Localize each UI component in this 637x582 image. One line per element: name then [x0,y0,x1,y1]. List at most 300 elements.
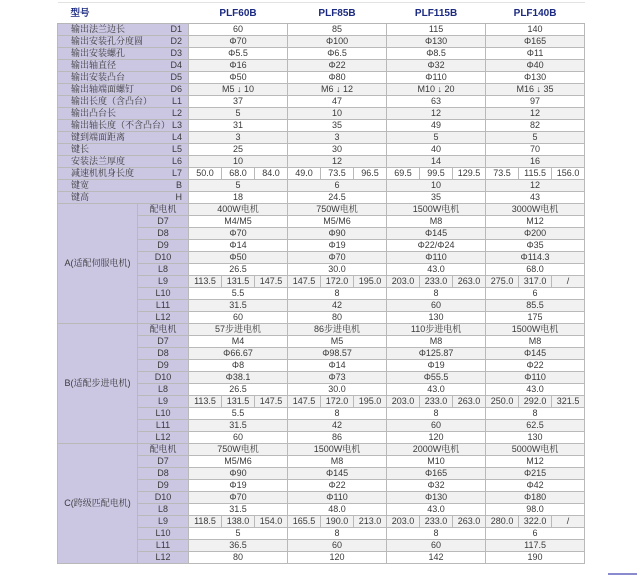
spec-row [58,180,585,192]
value-cell: M8 [486,336,585,348]
value-cell: 25 [189,144,288,156]
value-cell: Φ50 [189,252,288,264]
section-spec-row [58,384,585,396]
row-label-inner [58,60,188,71]
value-cell: 36.5 [189,540,288,552]
dim-code-cell: L8 [138,504,189,516]
row-label: 键高 [71,192,90,202]
value-cell: M8 [387,336,486,348]
dim-code: L6 [172,156,183,166]
value-cell: 263.0 [453,516,486,528]
value-cell: 31.5 [189,420,288,432]
value-cell: 63 [387,96,486,108]
spec-row [58,168,585,180]
model-header-plf115b: PLF115B [387,3,486,24]
value-cell: 172.0 [321,276,354,288]
value-cell: Φ11 [486,48,585,60]
spec-row [58,156,585,168]
value-cell: 37 [189,96,288,108]
section-spec-row [58,456,585,468]
value-cell: M8 [387,216,486,228]
value-cell: 8 [387,288,486,300]
spec-table-container [57,2,584,564]
value-cell: 30.0 [288,264,387,276]
value-cell: 12 [486,180,585,192]
value-cell: 233.0 [420,396,453,408]
section-spec-row [58,300,585,312]
value-cell: 80 [189,552,288,564]
value-cell: M12 [486,456,585,468]
value-cell: 60 [387,300,486,312]
value-cell: 85 [288,24,387,36]
value-cell: 6 [486,288,585,300]
row-label-cell [58,120,189,132]
value-cell: 85.5 [486,300,585,312]
value-cell: 73.5 [321,168,354,180]
spec-row [58,120,585,132]
value-cell: Φ100 [288,36,387,48]
dim-code-cell: L8 [138,384,189,396]
value-cell: Φ98.57 [288,348,387,360]
value-cell: Φ22 [288,60,387,72]
spec-row [58,132,585,144]
model-column-title: 型号 [58,3,189,24]
row-label-inner [58,72,188,83]
value-cell: 42 [288,300,387,312]
value-cell: Φ73 [288,372,387,384]
row-label-inner [58,120,188,131]
value-cell: Φ215 [486,468,585,480]
row-label-inner [58,36,188,47]
value-cell: M10 [387,456,486,468]
spec-row [58,144,585,156]
dim-code: D1 [170,24,183,34]
value-cell: 130 [387,312,486,324]
value-cell: / [552,516,585,528]
value-cell: 12 [486,108,585,120]
value-cell: 156.0 [552,168,585,180]
value-cell: Φ50 [189,72,288,84]
value-cell: 31.5 [189,300,288,312]
value-cell: Φ19 [189,480,288,492]
value-cell: 263.0 [453,396,486,408]
value-cell: M5/M6 [189,456,288,468]
value-cell: 60 [189,24,288,36]
section-spec-row [58,432,585,444]
dim-code-cell: L9 [138,276,189,288]
value-cell: 40 [387,144,486,156]
value-cell: 203.0 [387,396,420,408]
value-cell: 263.0 [453,276,486,288]
value-cell: 99.5 [420,168,453,180]
value-cell: 147.5 [288,276,321,288]
value-cell: 250.0 [486,396,519,408]
value-cell: 30.0 [288,384,387,396]
row-label: 安装法兰厚度 [71,156,126,166]
section-spec-row [58,288,585,300]
row-label-inner [58,192,188,203]
value-cell: 42 [288,420,387,432]
bottom-right-accent-line [608,573,637,575]
spec-row [58,192,585,204]
value-cell: 43.0 [486,384,585,396]
value-cell: Φ35 [486,240,585,252]
value-cell: 86步进电机 [288,324,387,336]
dim-code: D6 [170,84,183,94]
value-cell: 5 [189,108,288,120]
value-cell: 5 [387,132,486,144]
value-cell: 140 [486,24,585,36]
value-cell: 138.0 [222,516,255,528]
value-cell: 275.0 [486,276,519,288]
value-cell: Φ130 [387,36,486,48]
section-label: A(适配伺服电机) [58,204,138,324]
value-cell: 50.0 [189,168,222,180]
value-cell: 14 [387,156,486,168]
value-cell: 750W电机 [189,444,288,456]
spec-row [58,108,585,120]
dim-code: D4 [170,60,183,70]
dim-code: B [176,180,183,190]
value-cell: 68.0 [222,168,255,180]
value-cell: Φ40 [486,60,585,72]
row-label-cell [58,60,189,72]
value-cell: 31 [189,120,288,132]
value-cell: 8 [288,408,387,420]
row-label-cell [58,96,189,108]
row-label: 输出轴端面螺钉 [71,84,135,94]
dim-code: L3 [172,120,183,130]
value-cell: Φ145 [486,348,585,360]
value-cell: 317.0 [519,276,552,288]
dim-code: D3 [170,48,183,58]
value-cell: 117.5 [486,540,585,552]
value-cell: M4 [189,336,288,348]
value-cell: M16 ↓ 35 [486,84,585,96]
section-spec-row [58,336,585,348]
value-cell: M5 [288,336,387,348]
value-cell: 43.0 [387,504,486,516]
model-header-plf60b: PLF60B [189,3,288,24]
value-cell: Φ180 [486,492,585,504]
value-cell: 322.0 [519,516,552,528]
value-cell: 5 [189,528,288,540]
row-label-inner [58,144,188,155]
dim-code-cell: L11 [138,300,189,312]
value-cell: 30 [288,144,387,156]
section-spec-row [58,516,585,528]
value-cell: M12 [486,216,585,228]
value-cell: Φ16 [189,60,288,72]
value-cell: Φ19 [387,360,486,372]
section-spec-row [58,552,585,564]
dim-code-cell: 配电机 [138,444,189,456]
value-cell: 154.0 [255,516,288,528]
model-header-plf140b: PLF140B [486,3,585,24]
value-cell: 190 [486,552,585,564]
value-cell: 190.0 [321,516,354,528]
value-cell: 16 [486,156,585,168]
value-cell: 8 [288,288,387,300]
dim-code-cell: D9 [138,480,189,492]
value-cell: 18 [189,192,288,204]
value-cell: 60 [288,540,387,552]
value-cell: Φ22 [288,480,387,492]
value-cell: Φ8 [189,360,288,372]
value-cell: 142 [387,552,486,564]
value-cell: 203.0 [387,276,420,288]
value-cell: Φ14 [288,360,387,372]
dim-code: L4 [172,132,183,142]
value-cell: 6 [486,528,585,540]
value-cell: 5.5 [189,408,288,420]
value-cell: 47 [288,96,387,108]
value-cell: Φ145 [288,468,387,480]
row-label-cell [58,84,189,96]
value-cell: 3 [288,132,387,144]
spec-row [58,48,585,60]
row-label: 输出凸台长 [71,108,117,118]
value-cell: 233.0 [420,516,453,528]
value-cell: Φ19 [288,240,387,252]
section-label: B(适配步进电机) [58,324,138,444]
row-label: 键到端面距离 [71,132,126,142]
section-spec-row [58,312,585,324]
value-cell: 213.0 [354,516,387,528]
value-cell: Φ22/Φ24 [387,240,486,252]
row-label-cell [58,48,189,60]
value-cell: 5 [189,180,288,192]
value-cell: 147.5 [255,276,288,288]
section-label: C(跨级匹配电机) [58,444,138,564]
value-cell: 147.5 [255,396,288,408]
value-cell: Φ110 [288,492,387,504]
value-cell: / [552,276,585,288]
model-header-plf85b: PLF85B [288,3,387,24]
value-cell: 12 [288,156,387,168]
value-cell: Φ165 [486,36,585,48]
dim-code-cell: L8 [138,264,189,276]
section-spec-row [58,396,585,408]
value-cell: 31.5 [189,504,288,516]
row-label-cell [58,24,189,36]
value-cell: 70 [486,144,585,156]
dim-code-cell: L11 [138,540,189,552]
value-cell: 10 [189,156,288,168]
section-spec-row [58,204,585,216]
row-label-inner [58,156,188,167]
spec-row [58,84,585,96]
dim-code-cell: D7 [138,456,189,468]
dim-code-cell: L12 [138,432,189,444]
value-cell: M6 ↓ 12 [288,84,387,96]
value-cell: Φ32 [387,480,486,492]
value-cell: 84.0 [255,168,288,180]
dim-code-cell: L12 [138,312,189,324]
spec-row [58,72,585,84]
value-cell: 97 [486,96,585,108]
section-spec-row [58,324,585,336]
section-spec-row [58,420,585,432]
value-cell: 1500W电机 [387,204,486,216]
row-label-cell [58,144,189,156]
value-cell: M5/M6 [288,216,387,228]
value-cell: 118.5 [189,516,222,528]
dim-code-cell: L12 [138,552,189,564]
value-cell: 1500W电机 [288,444,387,456]
value-cell: 8 [387,408,486,420]
value-cell: 115 [387,24,486,36]
value-cell: Φ8.5 [387,48,486,60]
value-cell: 129.5 [453,168,486,180]
value-cell: M5 ↓ 10 [189,84,288,96]
value-cell: 26.5 [189,264,288,276]
value-cell: Φ110 [486,372,585,384]
value-cell: M4/M5 [189,216,288,228]
row-label: 键长 [71,144,90,154]
row-label: 输出安装孔分度圆 [71,36,144,46]
value-cell: 195.0 [354,396,387,408]
dim-code-cell: 配电机 [138,204,189,216]
dim-code-cell: D8 [138,468,189,480]
value-cell: 43.0 [387,264,486,276]
section-spec-row [58,504,585,516]
dim-code-cell: L10 [138,528,189,540]
row-label-inner [58,24,188,35]
dim-code-cell: L10 [138,288,189,300]
value-cell: 10 [288,108,387,120]
value-cell: 98.0 [486,504,585,516]
value-cell: 175 [486,312,585,324]
row-label: 输出轴长度（不含凸台） [71,120,171,130]
row-label-cell [58,132,189,144]
row-label-inner [58,108,188,119]
value-cell: 26.5 [189,384,288,396]
dim-code-cell: 配电机 [138,324,189,336]
section-spec-row [58,492,585,504]
value-cell: Φ80 [288,72,387,84]
dim-code-cell: D7 [138,216,189,228]
section-spec-row [58,444,585,456]
section-spec-row [58,240,585,252]
row-label-cell [58,36,189,48]
dim-code-cell: D9 [138,240,189,252]
section-spec-row [58,480,585,492]
value-cell: 113.5 [189,276,222,288]
value-cell: 49 [387,120,486,132]
section-spec-row [58,360,585,372]
value-cell: 43.0 [387,384,486,396]
row-label-cell [58,180,189,192]
spec-table-body [58,24,585,564]
row-label-cell [58,72,189,84]
dim-code: D5 [170,72,183,82]
row-label-inner [58,132,188,143]
gearbox-spec-table [57,2,585,564]
value-cell: 69.5 [387,168,420,180]
value-cell: 130 [486,432,585,444]
dim-code: L7 [172,168,183,178]
row-label-inner [58,48,188,59]
section-spec-row [58,348,585,360]
section-spec-row [58,372,585,384]
value-cell: 60 [387,420,486,432]
value-cell: 280.0 [486,516,519,528]
row-label-inner [58,96,188,107]
value-cell: 48.0 [288,504,387,516]
row-label: 输出法兰边长 [71,24,126,34]
value-cell: Φ70 [288,252,387,264]
value-cell: 86 [288,432,387,444]
value-cell: Φ145 [387,228,486,240]
value-cell: Φ70 [189,492,288,504]
value-cell: 60 [189,432,288,444]
value-cell: 131.5 [222,276,255,288]
value-cell: 49.0 [288,168,321,180]
value-cell: Φ125.87 [387,348,486,360]
row-label-cell [58,168,189,180]
value-cell: Φ22 [486,360,585,372]
value-cell: M10 ↓ 20 [387,84,486,96]
value-cell: 147.5 [288,396,321,408]
value-cell: M8 [288,456,387,468]
value-cell: 120 [387,432,486,444]
row-label: 输出长度（含凸台） [71,96,153,106]
dim-code-cell: L9 [138,396,189,408]
dim-code-cell: D7 [138,336,189,348]
dim-code-cell: D8 [138,228,189,240]
section-spec-row [58,540,585,552]
row-label: 键宽 [71,180,90,190]
value-cell: 165.5 [288,516,321,528]
value-cell: 60 [189,312,288,324]
value-cell: 5.5 [189,288,288,300]
dim-code: L1 [172,96,183,106]
dim-code: L5 [172,144,183,154]
value-cell: 8 [288,528,387,540]
value-cell: Φ90 [189,468,288,480]
spec-row [58,36,585,48]
dim-code-cell: D10 [138,252,189,264]
value-cell: 60 [387,540,486,552]
value-cell: Φ165 [387,468,486,480]
value-cell: Φ42 [486,480,585,492]
dim-code-cell: L11 [138,420,189,432]
value-cell: Φ70 [189,36,288,48]
value-cell: 321.5 [552,396,585,408]
section-spec-row [58,252,585,264]
section-spec-row [58,228,585,240]
value-cell: 172.0 [321,396,354,408]
value-cell: Φ130 [387,492,486,504]
value-cell: Φ200 [486,228,585,240]
dim-code-cell: D8 [138,348,189,360]
spec-row [58,24,585,36]
dim-code-cell: L10 [138,408,189,420]
model-header-row [58,3,585,24]
dim-code: D2 [170,36,183,46]
spec-row [58,60,585,72]
value-cell: 82 [486,120,585,132]
value-cell: Φ6.5 [288,48,387,60]
value-cell: 35 [288,120,387,132]
value-cell: Φ110 [387,72,486,84]
value-cell: Φ130 [486,72,585,84]
value-cell: 115.5 [519,168,552,180]
section-spec-row [58,264,585,276]
value-cell: Φ66.67 [189,348,288,360]
value-cell: 68.0 [486,264,585,276]
